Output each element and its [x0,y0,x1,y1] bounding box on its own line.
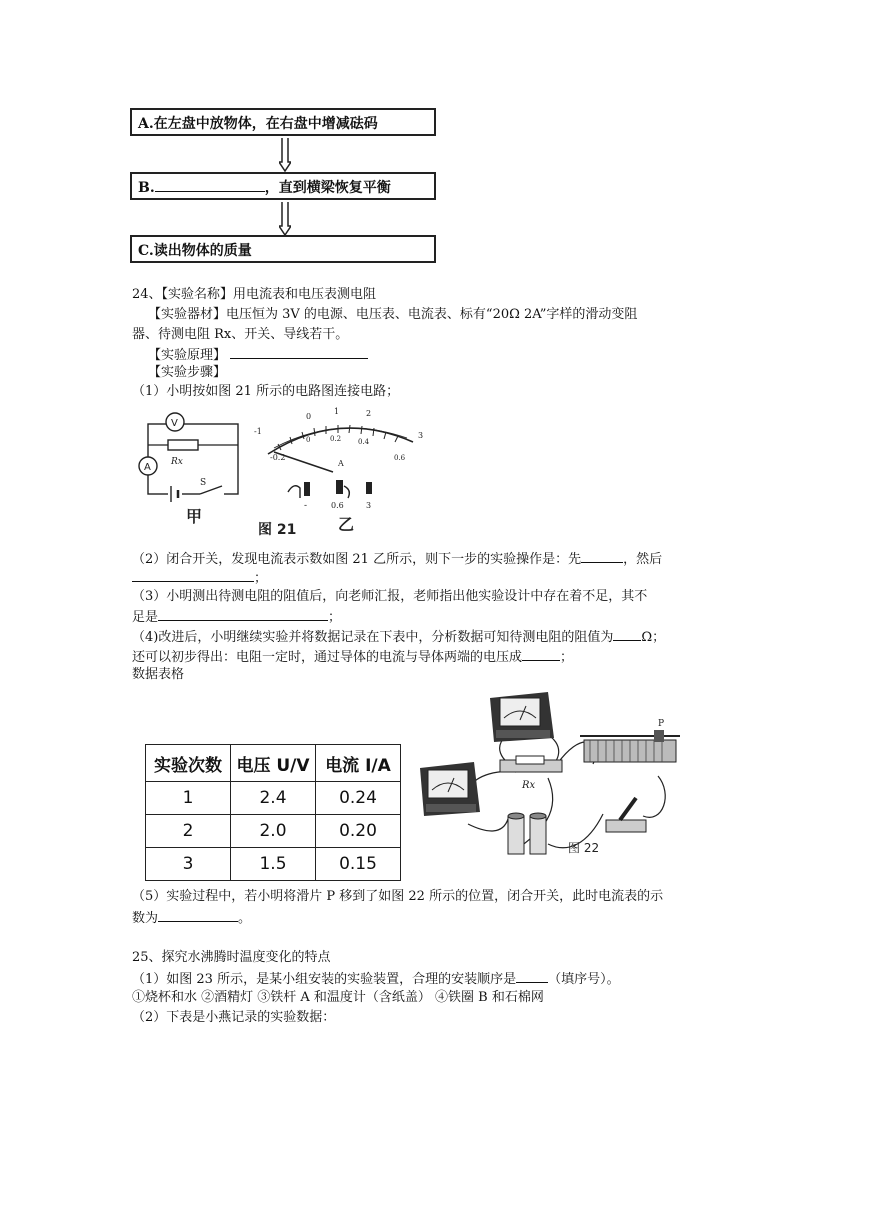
terminal-06: 0.6 [331,501,344,510]
table-cell: 1.5 [231,848,316,881]
q24-step1: （1）小明按如图 21 所示的电路图连接电路； [132,384,400,399]
table-row [146,815,401,848]
blank-step5[interactable] [158,908,238,922]
blank-step2-then[interactable] [132,568,254,582]
q25-q1-text-b: （填序号）。 [548,972,620,987]
q24-equipment-2: 器、待测电阻 Rx、开关、导线若干。 [132,327,349,342]
q25-q1 [132,969,620,989]
meter-letter: A [338,459,344,468]
q24-table-label: 数据表格 [132,667,185,682]
scale-top-1: 1 [334,407,340,416]
q24-step4-line2 [132,647,573,667]
table-cell: 0.20 [316,815,401,848]
voltmeter-label: V [171,418,178,429]
q24-step4-line1 [132,627,665,647]
voltmeter-device [490,692,554,742]
figure-22 [408,684,688,874]
table-row [146,782,401,815]
table-header-row [146,745,401,782]
q24-step5-text: 数为 [132,911,159,926]
blank-step-b[interactable] [155,178,265,192]
scale-top-2: 2 [366,409,372,418]
q24-step3-end: ； [328,610,342,625]
flow-step-a: A.在左盘中放物体，在右盘中增减砝码 [130,108,436,136]
scale-top-0: 0 [306,412,312,421]
scale-bottom-3: 0.6 [394,454,406,462]
slider-p-label: P [658,719,665,729]
scale-bottom-2: 0.4 [358,438,370,446]
q24-step4-text-b: Ω； [641,630,666,645]
table-header-cell: 实验次数 [146,745,231,782]
q24-step2-end: ； [254,571,268,586]
q24-step4-text-d: ； [560,650,574,665]
table-cell: 0.15 [316,848,401,881]
table-cell: 2 [146,815,231,848]
terminal-minus: - [304,501,308,511]
blank-step3[interactable] [158,607,328,621]
blank-step4-relation[interactable] [522,647,560,661]
q24-step3-line1: （3）小明测出待测电阻的阻值后，向老师汇报，老师指出他实验设计中存在着不足，其不 [132,589,648,604]
figure-21 [128,404,428,544]
q24-step2-text-b: ，然后 [623,552,663,567]
table-header-cell: 电流 I/A [316,745,401,782]
flow-step-b [130,172,436,200]
table-cell: 2.4 [231,782,316,815]
scale-bottom-1: 0.2 [330,435,342,443]
scale-neg-one: -1 [254,427,262,436]
rheostat-device [580,719,680,762]
label-jia: 甲 [186,507,203,526]
blank-step2-first[interactable] [581,549,623,563]
table-header-cell: 电压 U/V [231,745,316,782]
blank-step4-resistance[interactable] [613,627,641,641]
q24-step5-line1: （5）实验过程中，若小明将滑片 P 移到了如图 22 所示的位置，闭合开关，此时电流表的示 [132,889,664,904]
blank-q25-order[interactable] [516,969,548,983]
q24-step4-text-c: 还可以初步得出：电阻一定时，通过导体的电流与导体两端的电压成 [132,650,523,665]
table-cell: 1 [146,782,231,815]
table-cell: 3 [146,848,231,881]
q24-step5-end: 。 [238,911,252,926]
q24-step3-line2 [132,607,341,627]
down-arrow-icon [279,202,291,236]
rx-device-label: Rx [522,780,536,791]
switch-label: S [200,478,207,488]
flow-step-b-suffix: ，直到横梁恢复平衡 [264,180,391,196]
figure-22-caption: 图 22 [568,841,600,855]
down-arrow-icon [279,138,291,172]
q25-title: 25、探究水沸腾时温度变化的特点 [132,950,331,965]
resistor-device [500,756,562,791]
q24-step5-line2 [132,908,251,928]
table-cell: 2.0 [231,815,316,848]
q24-principle-label: 【实验原理】 [148,348,227,363]
resistor-symbol [168,440,198,450]
meter-terminals [288,480,372,511]
terminal-3: 3 [366,501,372,510]
battery-device [508,813,546,854]
q24-step2-line2 [132,568,267,588]
ammeter-symbol [139,457,157,475]
rx-label: Rx [171,457,183,467]
data-table [145,744,401,881]
label-yi: 乙 [338,515,355,534]
voltmeter-symbol [158,413,184,431]
q25-q1-text-a: （1）如图 23 所示，是某小组安装的实验装置，合理的安装顺序是 [132,972,517,987]
scale-bottom-0: 0 [306,436,311,444]
blank-principle[interactable] [230,345,368,359]
ammeter-dial [254,407,423,472]
table-cell: 0.24 [316,782,401,815]
ammeter-device [420,762,480,816]
q24-equipment-1: 【实验器材】电压恒为 3V 的电源、电压表、电流表、标有“20Ω 2A”字样的滑动变阻 [148,307,638,322]
switch-device [606,798,646,832]
ammeter-label: A [144,462,151,473]
scale-neg-small: -0.2 [270,453,286,462]
figure-21-caption: 图 21 [258,522,297,538]
q24-title: 24、【实验名称】用电流表和电压表测电阻 [132,287,377,302]
q25-options: ①烧杯和水 ②酒精灯 ③铁杆 A 和温度计（含纸盖） ④铁圈 B 和石棉网 [132,990,544,1005]
table-row [146,848,401,881]
q24-step3-text: 足是 [132,610,159,625]
q24-step4-text-a: （4)改进后，小明继续实验并将数据记录在下表中，分析数据可知待测电阻的阻值为 [132,630,614,645]
q24-step2-line1 [132,549,662,569]
switch-symbol [200,478,224,500]
q24-steps: 【实验步骤】 [148,365,227,380]
battery-symbol [168,486,182,502]
flow-step-c: C.读出物体的质量 [130,235,436,263]
q24-step2-text-a: （2）闭合开关，发现电流表示数如图 21 乙所示，则下一步的实验操作是：先 [132,552,582,567]
flow-step-b-prefix: B. [138,180,155,196]
q25-q2: （2）下表是小燕记录的实验数据： [132,1010,336,1025]
scale-top-3: 3 [418,431,424,440]
q24-principle [148,345,368,365]
